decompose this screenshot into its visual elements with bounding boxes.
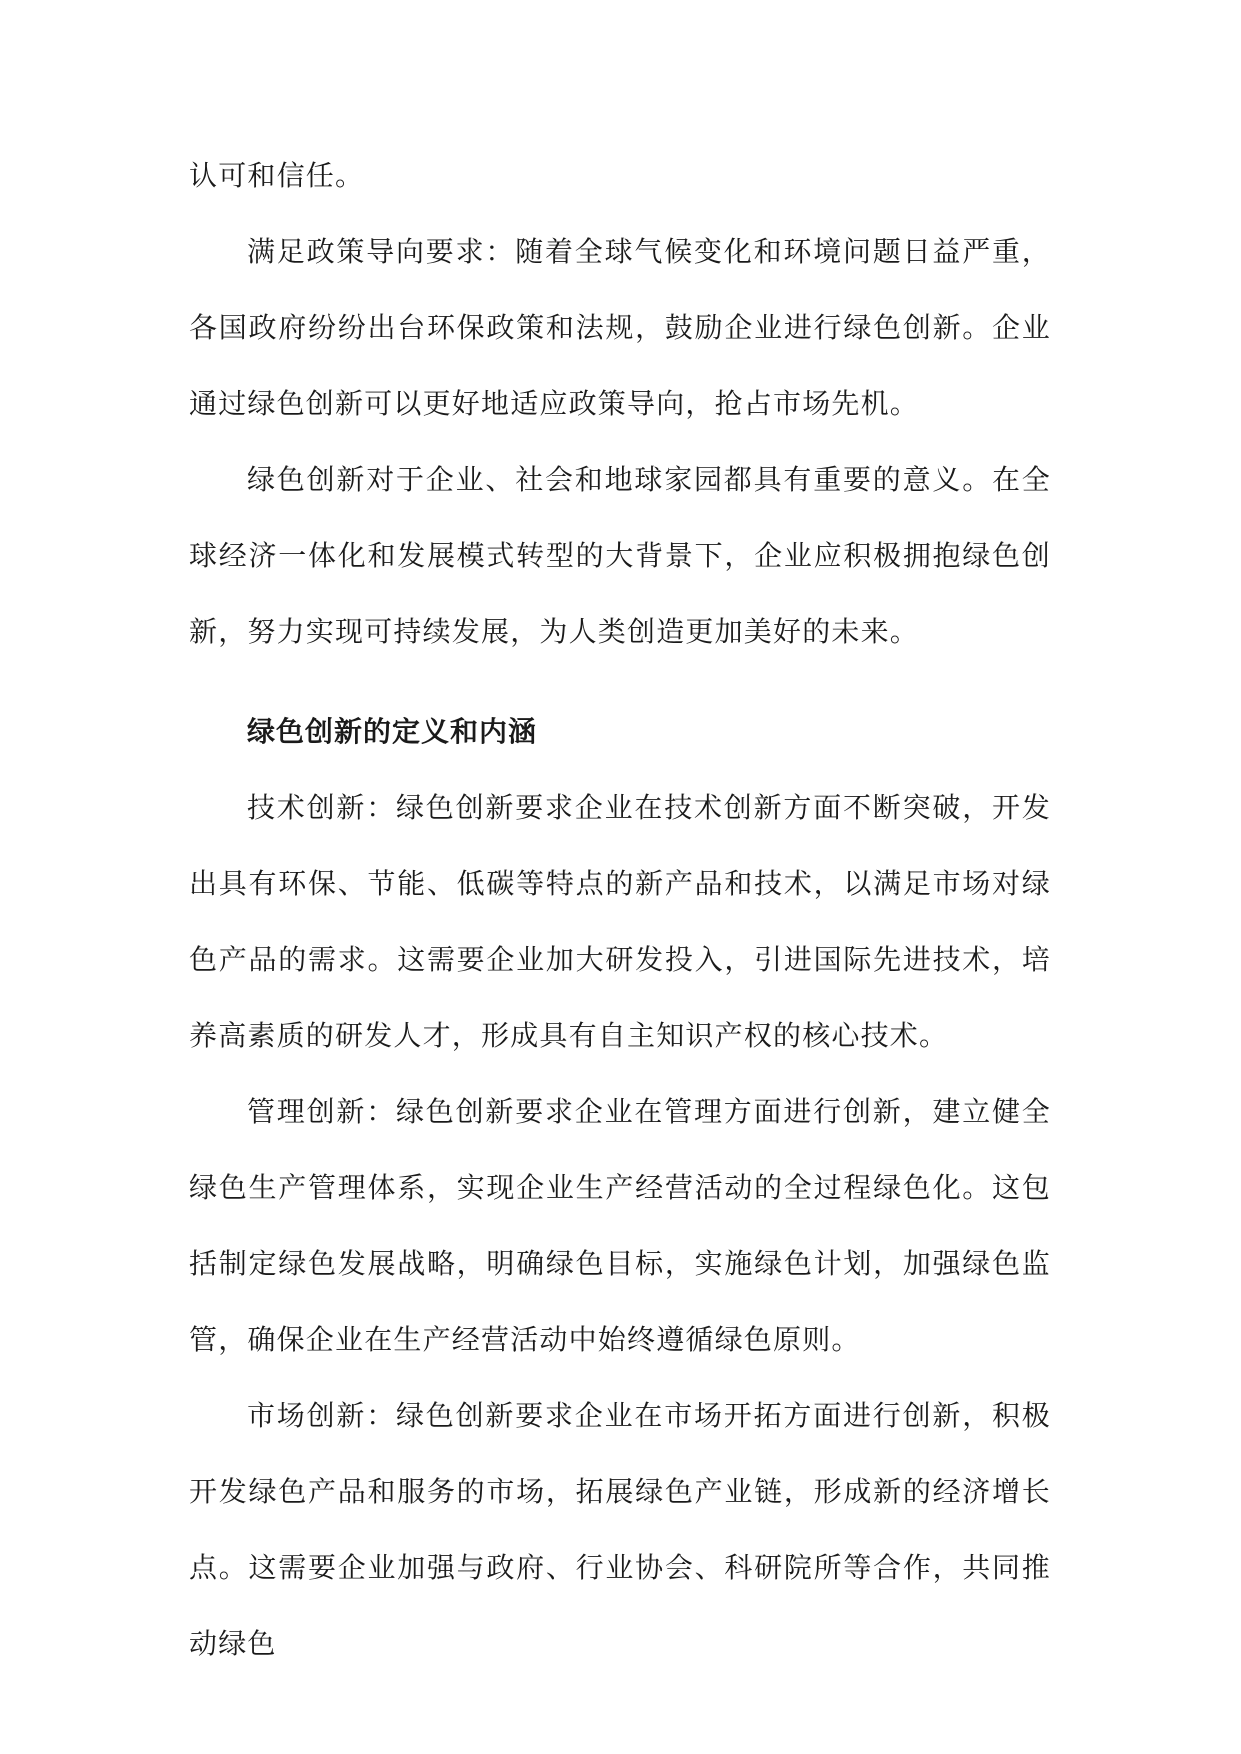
paragraph-policy-orientation: 满足政策导向要求：随着全球气候变化和环境问题日益严重，各国政府纷纷出台环保政策和法规，鼓励企业进行绿色创新。企业通过绿色创新可以更好地适应政策导向，抢占市场先机。 [189, 235, 1051, 420]
paragraph-significance: 绿色创新对于企业、社会和地球家园都具有重要的意义。在全球经济一体化和发展模式转型的大背景下，企业应积极拥抱绿色创新，努力实现可持续发展，为人类创造更加美好的未来。 [189, 463, 1051, 648]
paragraph-continuation: 认可和信任。 [189, 159, 365, 192]
paragraph-market-innovation: 市场创新：绿色创新要求企业在市场开拓方面进行创新，积极开发绿色产品和服务的市场，拓展绿色产业链，形成新的经济增长点。这需要企业加强与政府、行业协会、科研院所等合作，共同推动绿色 [189, 1399, 1051, 1660]
paragraph-technology-innovation: 技术创新：绿色创新要求企业在技术创新方面不断突破，开发出具有环保、节能、低碳等特点的新产品和技术，以满足市场对绿色产品的需求。这需要企业加大研发投入，引进国际先进技术，培养高素质的研发人才，形成具有自主知识产权的核心技术。 [189, 791, 1051, 1052]
paragraph-management-innovation: 管理创新：绿色创新要求企业在管理方面进行创新，建立健全绿色生产管理体系，实现企业生产经营活动的全过程绿色化。这包括制定绿色发展战略，明确绿色目标，实施绿色计划，加强绿色监管，确保企业在生产经营活动中始终遵循绿色原则。 [189, 1095, 1051, 1356]
document-body [189, 138, 1051, 1682]
section-heading: 绿色创新的定义和内涵 [247, 715, 538, 748]
